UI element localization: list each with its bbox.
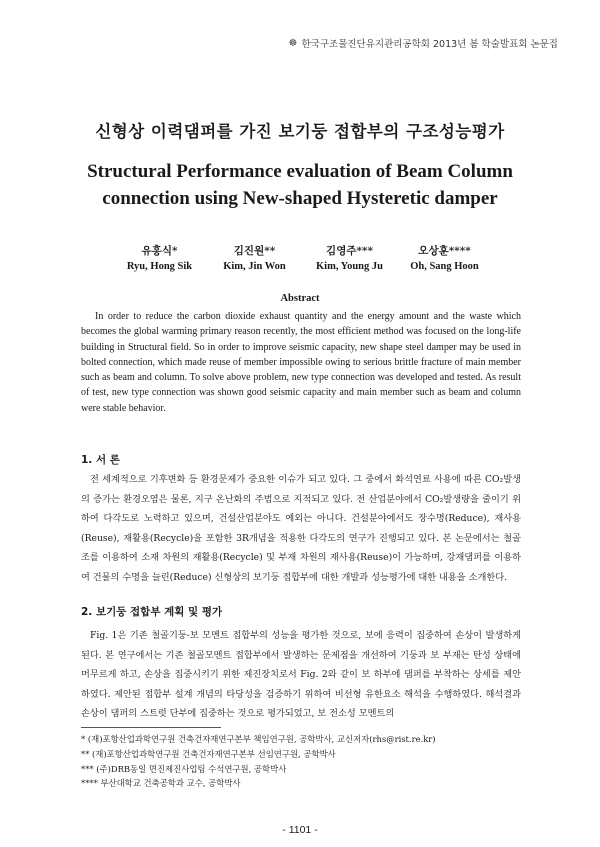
author-name-english: Kim, Jin Won xyxy=(223,261,286,272)
running-header xyxy=(289,36,558,50)
abstract-heading: Abstract xyxy=(280,293,320,304)
conference-logo-icon: ☸ xyxy=(288,37,298,49)
footnote-divider xyxy=(81,727,221,728)
author xyxy=(207,243,302,275)
author xyxy=(112,243,207,275)
section-1-body: 전 세계적으로 기후변화 등 환경문제가 중요한 이슈가 되고 있다. 그 중에서 화석연료 사용에 따른 CO₂발생의 증가는 환경오염은 물론, 지구 온난화의 주범으로 지적되고 있다. 전 산업분야에서 CO₂발생량을 줄이기 위하여 다각도로 노력하고 있으며, 건설산업분야도 예외는 아니다. 건설분야에서도 장수명(Reduce), 재사용(Reuse), 재활용(Recycle)을 포함한 3R개념을 적용한 다각도의 연구가 진행되고 있다. 본 논문에서는 철골조를 이용하여 소재 차원의 재활용(Recycle) 및 부재 차원의 재사용(Reuse)이 가능하며, 강재댐퍼를 이용하여 건물의 수명을 늘린(Reduce) 신형상의 보기둥 접합부에 대한 개발과 성능평가에 대한 내용을 소개한다. xyxy=(81,474,521,583)
footnote: * (재)포항산업과학연구원 건축건자재연구본부 책임연구원, 공학박사, 교신저자(rhs@rist.re.kr) xyxy=(81,734,436,744)
author-name-korean: 오상훈**** xyxy=(418,245,471,257)
title-korean: 신형상 이력댐퍼를 가진 보기둥 접합부의 구조성능평가 xyxy=(95,122,505,141)
footnote: ** (재)포항산업과학연구원 건축건자재연구본부 선임연구원, 공학박사 xyxy=(81,748,336,759)
author xyxy=(302,243,397,275)
title-english-line-1: Structural Performance evaluation of Beam Column xyxy=(87,161,513,182)
author-name-korean: 김영주*** xyxy=(326,245,373,257)
author xyxy=(397,243,492,275)
author-name-english: Ryu, Hong Sik xyxy=(126,261,193,272)
author-name-english: Kim, Young Ju xyxy=(315,261,383,272)
page-number: - 1101 - xyxy=(282,824,318,836)
section-2-body: Fig. 1은 기존 철골기둥-보 모멘트 접합부의 성능을 평가한 것으로, 보에 응력이 집중하여 손상이 발생하게 된다. 본 연구에서는 기존 철골모멘트 접합부에서 발생하는 문제점을 개선하여 기둥과 보 부재는 탄성 상태에 머무르게 하고, 손상을 집중시키기 위한 제진장치로서 Fig. 2와 같이 보 하부에 댐퍼를 부착하는 상세를 제안하였다. 제안된 접합부 설계 개념의 타당성을 검증하기 위하여 비선형 유한요소 해석을 수행하였다. 해석결과 손상이 댐퍼의 스트럿 단부에 집중하는 것으로 평가되었고, 보 전소성 모멘트의 xyxy=(81,630,521,719)
footnote: **** 부산대학교 건축공학과 교수, 공학박사 xyxy=(81,778,241,789)
abstract-body: In order to reduce the carbon dioxide exhaust quantity and the energy amount and the waste which becomes the global warming primary reason recently, the most efficient method was focused on the long-life building in Structural field. So in order to improve seismic capacity, new shape steel damper may be used in bolted connection, which made reuse of member impossible owing to serious brittle fracture of main member such as beam and column. To solve above problem, new type connection was developed and tested. As result of test, new type connection was shown good seismic capacity and main member such as beam and column were stable behavior. xyxy=(81,311,521,414)
footnote: *** (주)DRB동일 면진제진사업팀 수석연구원, 공학박사 xyxy=(81,763,287,774)
footnotes xyxy=(81,732,521,791)
running-header-text: 한국구조물진단유지관리공학회 2013년 봄 학술발표회 논문집 xyxy=(301,39,558,50)
section-2-heading: 2. 보기둥 접합부 계획 및 평가 xyxy=(81,606,223,618)
author-name-korean: 유홍식* xyxy=(141,245,178,257)
author-list xyxy=(112,243,492,275)
author-name-korean: 김진원** xyxy=(233,245,276,257)
title-english xyxy=(0,158,600,212)
section-1-heading: 1. 서 론 xyxy=(81,454,120,466)
author-name-english: Oh, Sang Hoon xyxy=(410,261,479,272)
title-english-line-2: connection using New-shaped Hysteretic damper xyxy=(102,188,498,209)
